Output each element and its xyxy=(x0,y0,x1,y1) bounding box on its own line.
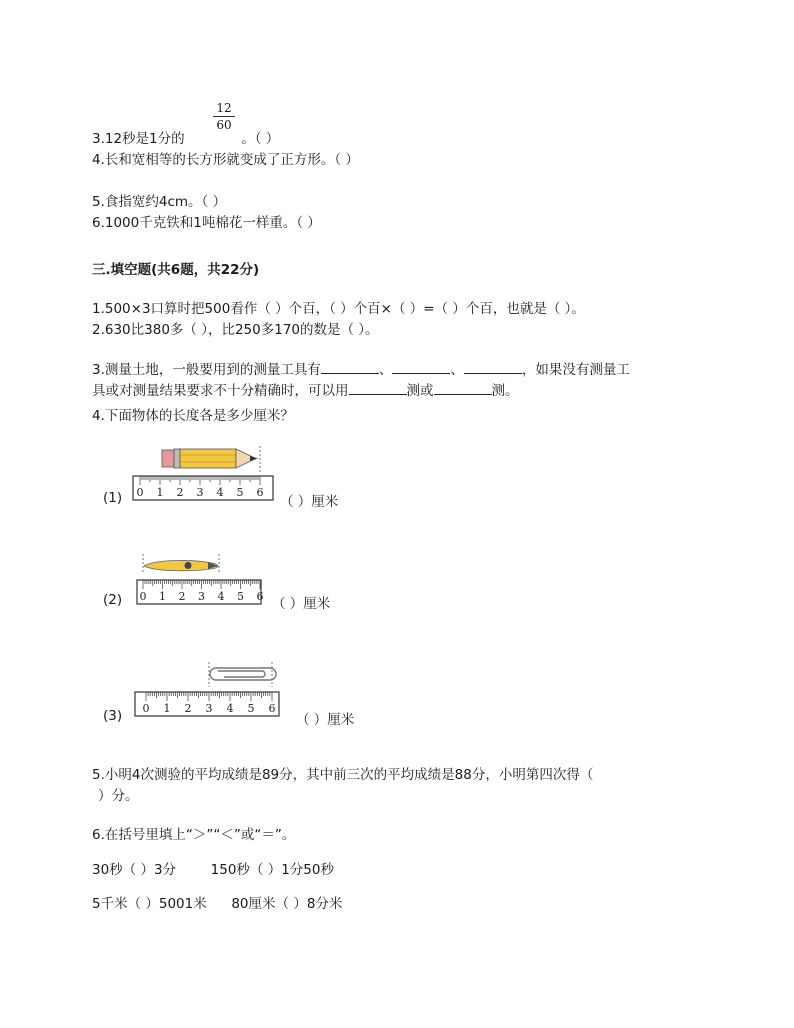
answer-blank[interactable] xyxy=(349,381,407,395)
judge-q3 xyxy=(92,130,279,148)
fill-q3-text5: 测。 xyxy=(491,383,519,399)
item-number-3: (3) xyxy=(103,708,123,724)
compare-2b: 80厘米（ ）8分米 xyxy=(231,896,343,912)
compare-row-1 xyxy=(92,861,334,879)
ruler-tick-label: 3 xyxy=(198,590,205,603)
answer-blank[interactable] xyxy=(392,360,450,374)
compare-1a: 30秒（ ）3分 xyxy=(92,862,177,878)
fraction-numerator: 12 xyxy=(216,101,232,115)
ruler-tick-label: 6 xyxy=(256,486,264,499)
section-title: 三.填空题(共6题，共22分) xyxy=(92,262,260,278)
fill-q3-text2: ，如果没有测量工 xyxy=(521,362,630,378)
fraction-12-60 xyxy=(213,101,235,132)
fill-q3-line2 xyxy=(92,381,519,400)
answer-blank[interactable] xyxy=(434,381,492,395)
compare-1b: 150秒（ ）1分50秒 xyxy=(210,862,334,878)
ruler-tick-label: 4 xyxy=(226,702,234,715)
ruler xyxy=(135,692,279,716)
fill-q6: 6.在括号里填上“＞”“＜”或“＝”。 xyxy=(92,827,296,843)
ruler xyxy=(137,580,264,604)
ruler-tick-label: 1 xyxy=(163,702,171,715)
ruler-tick-label: 1 xyxy=(156,486,164,499)
answer-blank[interactable] xyxy=(321,360,379,374)
ruler-tick-label: 6 xyxy=(268,702,276,715)
ruler-tick-label: 2 xyxy=(178,590,186,603)
fill-q3-text3: 具或对测量结果要求不十分精确时，可以用 xyxy=(92,383,349,399)
pen-icon xyxy=(144,560,218,570)
item-number-1: (1) xyxy=(103,490,123,506)
fill-q3-text4: 测或 xyxy=(406,383,434,399)
answer-3: （ ）厘米 xyxy=(296,712,355,728)
fill-q5-line2: ）分。 xyxy=(98,788,139,804)
ruler-tick-label: 3 xyxy=(205,702,213,715)
ruler-tick-label: 0 xyxy=(142,702,150,715)
paper-clip-icon xyxy=(210,668,276,680)
compare-2a: 5千米（ ）5001米 xyxy=(92,896,207,912)
ruler-tick-label: 5 xyxy=(237,590,244,603)
fraction-denominator: 60 xyxy=(216,118,232,132)
ruler-tick-label: 3 xyxy=(196,486,204,499)
fill-q1: 1.500×3口算时把500看作（ ）个百，（ ）个百×（ ）=（ ）个百，也就是（ ）。 xyxy=(92,301,585,317)
pencil-icon xyxy=(162,449,258,468)
answer-blank[interactable] xyxy=(464,360,522,374)
ruler-tick-label: 1 xyxy=(159,590,166,603)
answer-2: （ ）厘米 xyxy=(272,596,331,612)
ruler-tick-label: 5 xyxy=(247,702,255,715)
fill-q3-line1 xyxy=(92,360,630,379)
ruler-tick-label: 5 xyxy=(236,486,244,499)
ruler xyxy=(133,476,273,500)
ruler-tick-label: 2 xyxy=(176,486,184,499)
ruler-tick-label: 0 xyxy=(136,486,144,499)
fill-q3-sep1: 、 xyxy=(378,362,393,378)
ruler-tick-label: 0 xyxy=(139,590,147,603)
pencil-ruler-figure xyxy=(132,440,274,502)
ruler-tick-label: 6 xyxy=(256,590,264,603)
fill-q4: 4.下面物体的长度各是多少厘米？ xyxy=(92,408,294,424)
fill-q2: 2.630比380多（ ），比250多170的数是（ ）。 xyxy=(92,322,379,338)
item-number-2: (2) xyxy=(103,592,123,608)
clip-ruler-figure xyxy=(134,660,280,718)
judge-q5: 5.食指宽约4cm。（ ） xyxy=(92,194,227,210)
judge-q4: 4.长和宽相等的长方形就变成了正方形。（ ） xyxy=(92,152,359,168)
ruler-tick-label: 4 xyxy=(216,486,224,499)
judge-q3-after: 。（ ） xyxy=(241,131,280,147)
compare-row-2 xyxy=(92,895,342,913)
fill-q3-sep2: 、 xyxy=(450,362,464,378)
answer-1: （ ）厘米 xyxy=(280,494,339,510)
fill-q5-line1: 5.小明4次测验的平均成绩是89分，其中前三次的平均成绩是88分，小明第四次得（ xyxy=(92,767,594,783)
fill-q3-text1: 3.测量土地，一般要用到的测量工具有 xyxy=(92,362,321,378)
fraction-bar xyxy=(213,116,235,117)
judge-q3-before: 3.12秒是1分的 xyxy=(92,131,185,147)
judge-q6: 6.1000千克铁和1吨棉花一样重。（ ） xyxy=(92,215,321,231)
ruler-tick-label: 2 xyxy=(184,702,192,715)
pen-ruler-figure xyxy=(136,550,262,606)
ruler-tick-label: 4 xyxy=(217,590,225,603)
